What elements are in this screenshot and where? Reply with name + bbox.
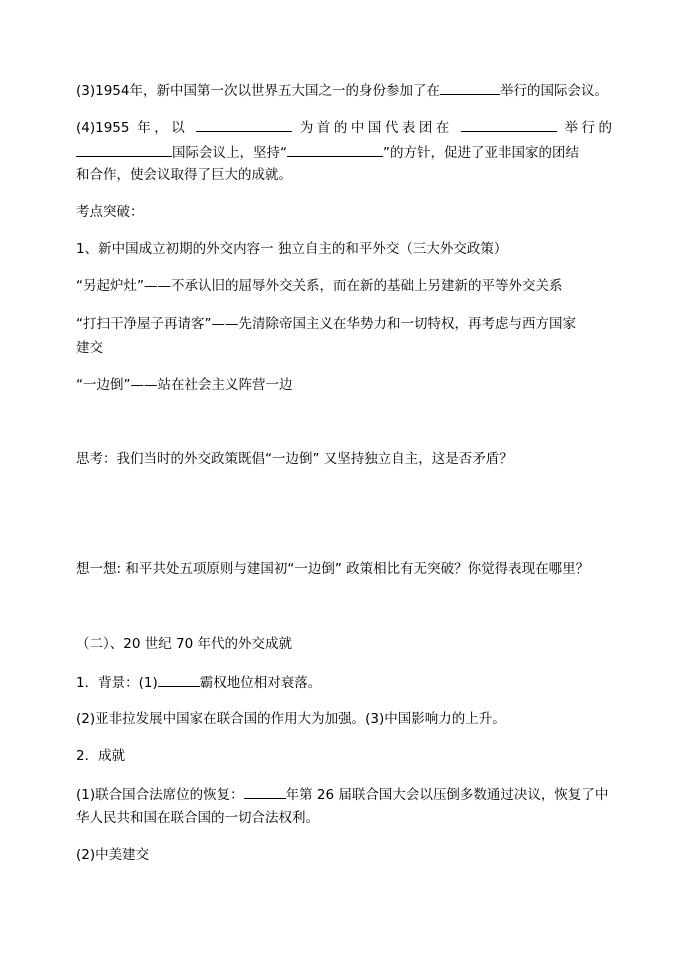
q4-l2-b: ”的方针，促进了亚非国家的团结	[383, 145, 579, 161]
q4-l1-c: 举行的	[564, 120, 612, 136]
section-2-heading: （二）、20 世纪 70 年代的外交成就	[76, 636, 292, 652]
q4-l1-a: (4)1955 年，以	[76, 120, 189, 136]
un-seat-line-2: 华人民共和国在联合国的一切合法权利。	[76, 810, 319, 826]
background-line-2: (2)亚非拉发展中国家在联合国的作用大为加强。(3)中国影响力的上升。	[76, 711, 506, 727]
zhongmei-line: (2)中美建交	[76, 847, 150, 863]
kaodian-heading: 考点突破：	[76, 204, 144, 220]
question-3	[76, 80, 608, 100]
policy-3: “一边倒”——站在社会主义阵营一边	[76, 377, 293, 393]
q4-blank-2	[461, 117, 557, 132]
q3-suffix: 举行的国际会议。	[499, 83, 608, 99]
policy-1: “另起炉灶”——不承认旧的屈辱外交关系，而在新的基础上另建新的平等外交关系	[76, 278, 563, 294]
q4-l1-b: 为首的中国代表团在	[299, 120, 453, 136]
xiang-question: 想一想: 和平共处五项原则与建国初“一边倒” 政策相比有无突破？你觉得表现在哪里？	[76, 561, 590, 577]
q4-blank-4	[287, 142, 383, 157]
chengjiu-heading: 2．成就	[76, 748, 126, 764]
question-4-line-3: 和合作，使会议取得了巨大的成就。	[76, 167, 292, 183]
un-prefix: (1)联合国合法席位的恢复：	[76, 787, 244, 803]
un-seat-line-1	[76, 784, 608, 804]
item-1-heading: 1、新中国成立初期的外交内容一 独立自主的和平外交（三大外交政策）	[76, 241, 508, 257]
bg-suffix: 霸权地位相对衰落。	[199, 675, 322, 691]
question-4-line-2	[76, 142, 579, 162]
sikao-question: 思考：我们当时的外交政策既倡“一边倒” 又坚持独立自主，这是否矛盾？	[76, 451, 513, 467]
policy-2-line-1: “打扫干净屋子再请客”——先清除帝国主义在华势力和一切特权，再考虑与西方国家	[76, 316, 576, 332]
q3-blank	[440, 80, 500, 95]
q4-blank-1	[196, 117, 292, 132]
policy-2-line-2: 建交	[76, 340, 103, 356]
q4-blank-3	[76, 142, 172, 157]
bg-blank	[158, 672, 200, 687]
un-blank	[244, 784, 286, 799]
bg-prefix: 1．背景：(1)	[76, 675, 158, 691]
question-4-line-1	[76, 117, 612, 137]
un-suffix: 年第 26 届联合国大会以压倒多数通过决议，恢复了中	[285, 787, 609, 803]
background-line	[76, 672, 321, 692]
q3-prefix: (3)1954年，新中国第一次以世界五大国之一的身份参加了在	[76, 83, 440, 99]
q4-l2-a: 国际会议上，坚持“	[172, 145, 287, 161]
